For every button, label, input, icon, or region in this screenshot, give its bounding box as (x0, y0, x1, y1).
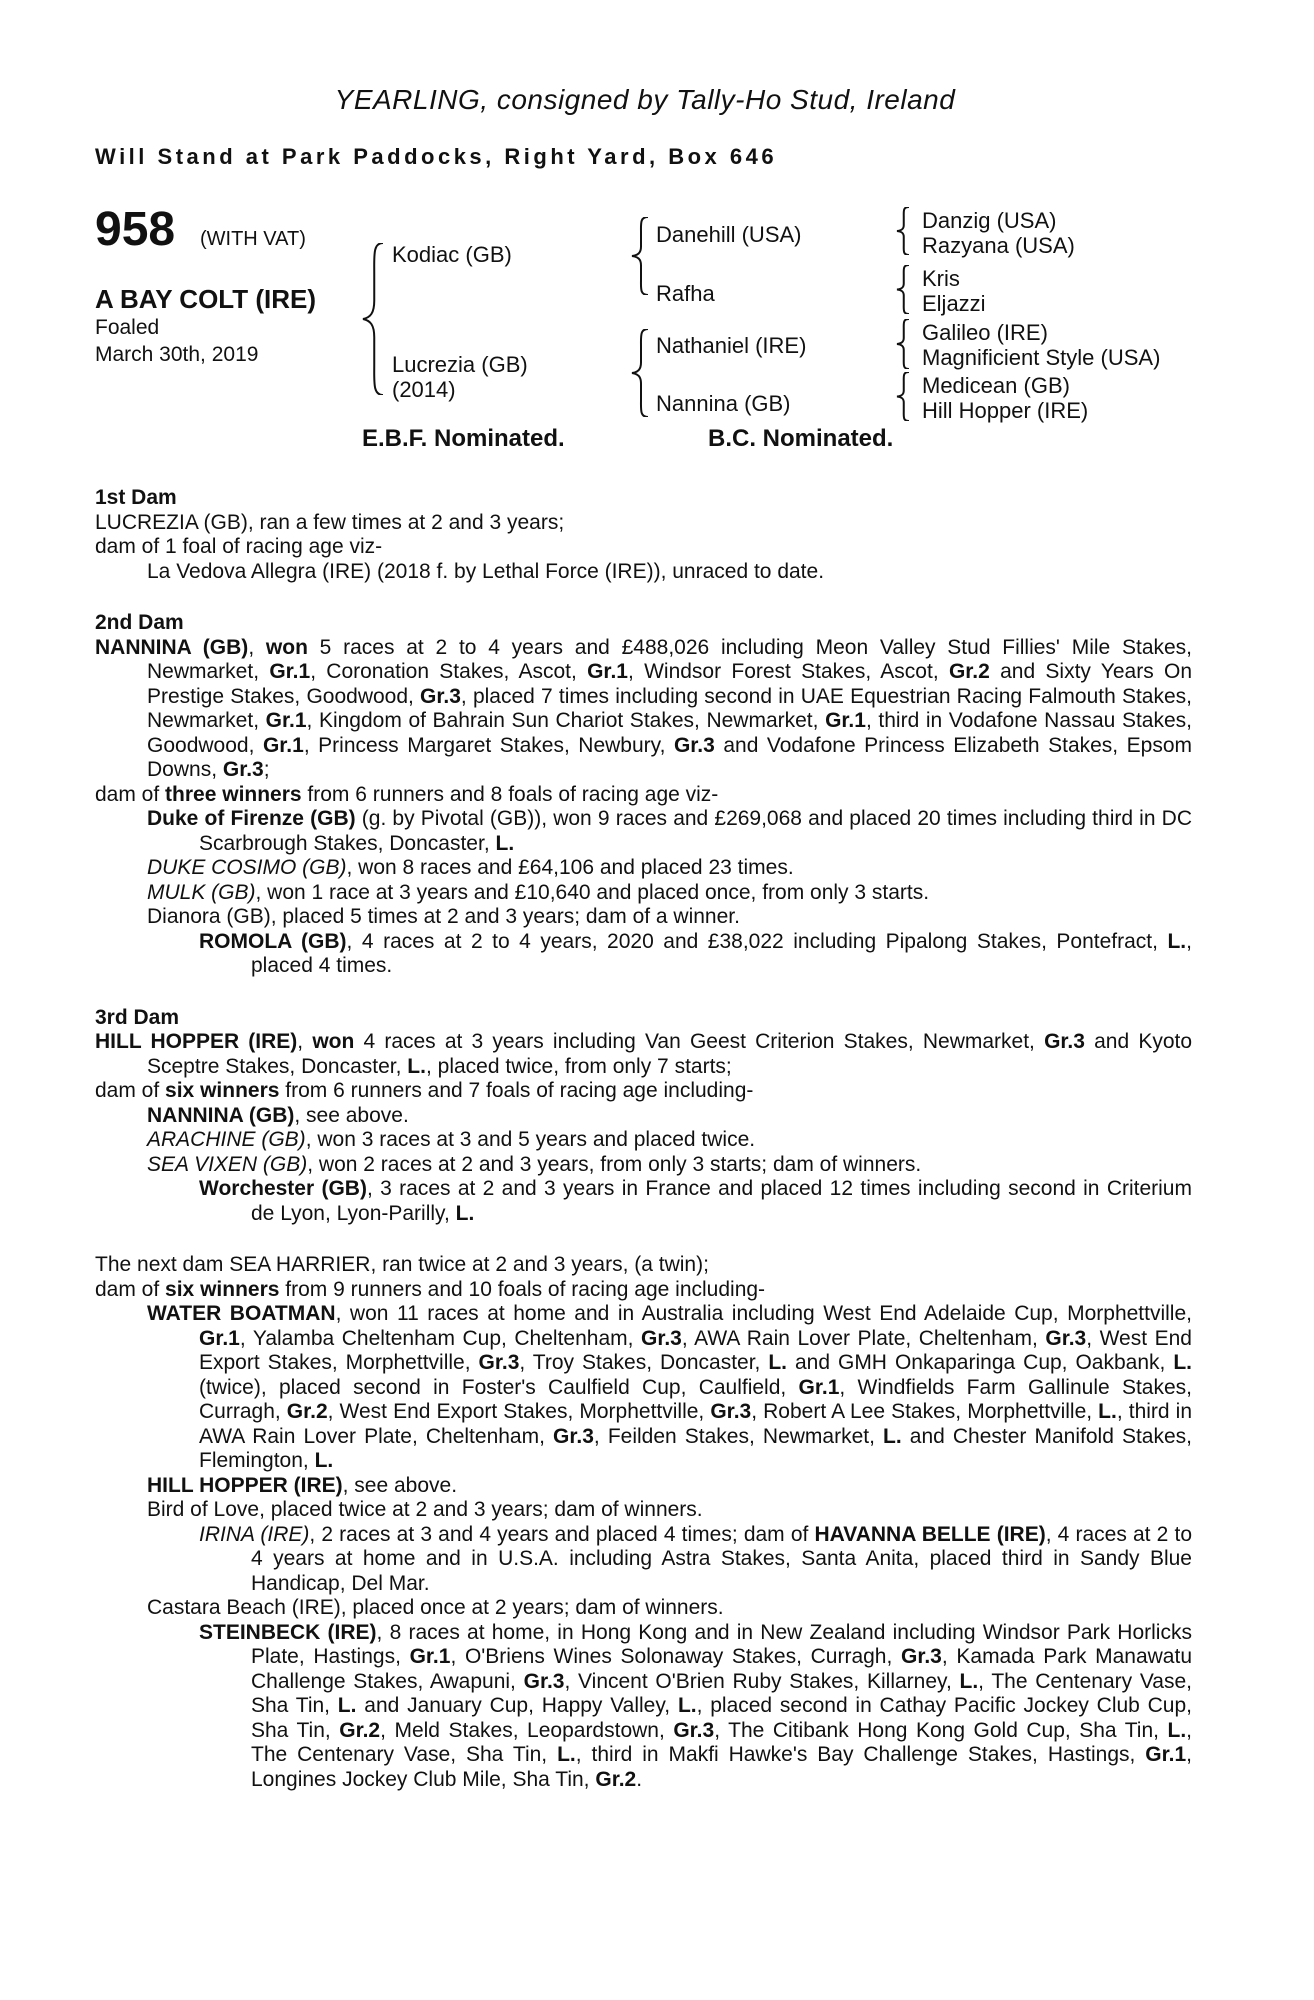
section-heading: 1st Dam (95, 486, 177, 509)
pedigree-paragraph: dam of six winners from 9 runners and 10 foals of racing age including- (95, 1277, 766, 1301)
dam-section (95, 486, 1192, 584)
dam-name: Lucrezia (GB) (392, 352, 528, 377)
pedigree-paragraph: STEINBECK (IRE), 8 races at home, in Hong Kong and in New Zealand including Windsor Park Horlicks Plate, Hastings, Gr.1, O'Briens Wines Solonaway Stakes, Curragh, Gr.3, Kamada Park Manawatu Challenge Stakes, Awapuni, Gr.3, Vincent O'Brien Ruby Stakes, Killarney, L., The Centenary Vase, Sha Tin, L. and January Cup, Happy Valley, L., placed second in Cathay Pacific Jockey Club Cup, Sha Tin, Gr.2, Meld Stakes, Leopardstown, Gr.3, The Citibank Hong Kong Gold Cup, Sha Tin, L., The Centenary Vase, Sha Tin, L., third in Makfi Hawke's Bay Challenge Stakes, Hastings, Gr.1, Longines Jockey Club Mile, Sha Tin, Gr.2. (199, 1620, 1193, 1791)
gen3-magnificient-style: Magnificient Style (USA) (922, 345, 1161, 370)
foaled-label: Foaled (95, 316, 160, 339)
dam-dam-name: Nannina (GB) (656, 391, 791, 416)
lot-number: 958 (95, 203, 176, 256)
pedigree-paragraph: MULK (GB), won 1 race at 3 years and £10,640 and placed once, from only 3 starts. (147, 880, 930, 904)
gen3-medicean: Medicean (GB) (922, 373, 1070, 398)
pedigree-paragraph: DUKE COSIMO (GB), won 8 races and £64,106 and placed 23 times. (147, 856, 794, 879)
gen3-danzig: Danzig (USA) (922, 208, 1057, 233)
pedigree-paragraph: ROMOLA (GB), 4 races at 2 to 4 years, 2020 and £38,022 including Pipalong Stakes, Pontefract, L., placed 4 times. (199, 929, 1192, 977)
pedigree-paragraph: WATER BOATMAN, won 11 races at home and in Australia including West End Adelaide Cup, Morphettville, Gr.1, Yalamba Cheltenham Cup, Cheltenham, Gr.3, AWA Rain Lover Plate, Cheltenham, Gr.3, West End Export Stakes, Morphettville, Gr.3, Troy Stakes, Doncaster, L. and GMH Onkaparinga Cup, Oakbank, L. (twice), placed second in Foster's Caulfield Cup, Caulfield, Gr.1, Windfields Farm Gallinule Stakes, Curragh, Gr.2, West End Export Stakes, Morphettville, Gr.3, Robert A Lee Stakes, Morphettville, L., third in AWA Rain Lover Plate, Cheltenham, Gr.3, Feilden Stakes, Newmarket, L. and Chester Manifold Stakes, Flemington, L. (147, 1302, 1192, 1472)
sire-sire-name: Danehill (USA) (656, 222, 802, 247)
catalogue-body (95, 486, 1192, 1792)
brace-sire-parents (628, 217, 652, 295)
gen3-hill-hopper: Hill Hopper (IRE) (922, 398, 1089, 423)
pedigree-paragraph: The next dam SEA HARRIER, ran twice at 2 and 3 years, (a twin); (95, 1253, 709, 1276)
bc-nomination: B.C. Nominated. (708, 425, 894, 452)
pedigree-paragraph: HILL HOPPER (IRE), won 4 races at 3 years including Van Geest Criterion Stakes, Newmarket, Gr.3 and Kyoto Sceptre Stakes, Doncaster, L., placed twice, from only 7 starts; (95, 1030, 1193, 1078)
pedigree-paragraph: dam of 1 foal of racing age viz- (95, 535, 383, 558)
pedigree-paragraph: ARACHINE (GB), won 3 races at 3 and 5 years and placed twice. (147, 1128, 756, 1151)
brace-siresire-parents (894, 207, 912, 255)
foaled-date: March 30th, 2019 (95, 343, 259, 366)
gen3-kris: Kris (922, 266, 960, 291)
stand-location: Will Stand at Park Paddocks, Right Yard, Box 646 (95, 144, 778, 169)
pedigree-paragraph: La Vedova Allegra (IRE) (2018 f. by Lethal Force (IRE)), unraced to date. (147, 559, 825, 583)
pedigree-paragraph: LUCREZIA (GB), ran a few times at 2 and 3 years; (95, 510, 565, 534)
pedigree-paragraph: Castara Beach (IRE), placed once at 2 years; dam of winners. (147, 1596, 724, 1619)
gen3-galileo: Galileo (IRE) (922, 320, 1048, 345)
pedigree-paragraph: dam of six winners from 6 runners and 7 foals of racing age including- (95, 1079, 754, 1102)
pedigree-paragraph: Bird of Love, placed twice at 2 and 3 years; dam of winners. (147, 1498, 703, 1521)
section-heading: 2nd Dam (95, 611, 184, 634)
gen3-razyana: Razyana (USA) (922, 233, 1075, 258)
dam-section (95, 1006, 1192, 1227)
sire-name: Kodiac (GB) (392, 242, 512, 267)
brace-dam-parents (628, 329, 652, 417)
dam-section (95, 1253, 1192, 1792)
brace-damdam-parents (894, 372, 912, 421)
pedigree-paragraph: Duke of Firenze (GB) (g. by Pivotal (GB)), won 9 races and £269,068 and placed 20 times including third in DC Scarbrough Stakes, Doncaster, L. (147, 807, 1192, 855)
section-heading: 3rd Dam (95, 1005, 180, 1029)
brace-generation1 (358, 243, 388, 395)
brace-damsire-parents (894, 319, 912, 369)
dam-sire-name: Nathaniel (IRE) (656, 333, 807, 358)
ebf-nomination: E.B.F. Nominated. (362, 425, 565, 452)
pedigree-paragraph: dam of three winners from 6 runners and 8 foals of racing age viz- (95, 782, 719, 806)
brace-siredam-parents (894, 265, 912, 314)
horse-name: A BAY COLT (IRE) (95, 284, 317, 314)
dam-year: (2014) (392, 377, 456, 402)
pedigree-paragraph: Worchester (GB), 3 races at 2 and 3 years in France and placed 12 times including second in Criterium de Lyon, Lyon-Parilly, L. (199, 1177, 1192, 1225)
pedigree-paragraph: IRINA (IRE), 2 races at 3 and 4 years and placed 4 times; dam of HAVANNA BELLE (IRE), 4 races at 2 to 4 years at home and in U.S.A. including Astra Stakes, Santa Anita, placed third in Sandy Blue Handicap, Del Mar. (199, 1522, 1192, 1595)
page-title: YEARLING, consigned by Tally-Ho Stud, Ireland (334, 84, 956, 115)
pedigree-paragraph: SEA VIXEN (GB), won 2 races at 2 and 3 years, from only 3 starts; dam of winners. (147, 1152, 922, 1176)
dam-section (95, 611, 1192, 979)
gen3-eljazzi: Eljazzi (922, 291, 986, 316)
pedigree-paragraph: HILL HOPPER (IRE), see above. (147, 1473, 458, 1497)
pedigree-paragraph: NANNINA (GB), won 5 races at 2 to 4 years and £488,026 including Meon Valley Stud Fillies' Mile Stakes, Newmarket, Gr.1, Coronation Stakes, Ascot, Gr.1, Windsor Forest Stakes, Ascot, Gr.2 and Sixty Years On Prestige Stakes, Goodwood, Gr.3, placed 7 times including second in UAE Equestrian Racing Falmouth Stakes, Newmarket, Gr.1, Kingdom of Bahrain Sun Chariot Stakes, Newmarket, Gr.1, third in Vodafone Nassau Stakes, Goodwood, Gr.1, Princess Margaret Stakes, Newbury, Gr.3 and Vodafone Princess Elizabeth Stakes, Epsom Downs, Gr.3; (95, 635, 1193, 781)
pedigree-paragraph: NANNINA (GB), see above. (147, 1103, 409, 1127)
pedigree-paragraph: Dianora (GB), placed 5 times at 2 and 3 years; dam of a winner. (147, 905, 740, 928)
sire-dam-name: Rafha (656, 281, 715, 306)
vat-note: (WITH VAT) (200, 228, 306, 250)
